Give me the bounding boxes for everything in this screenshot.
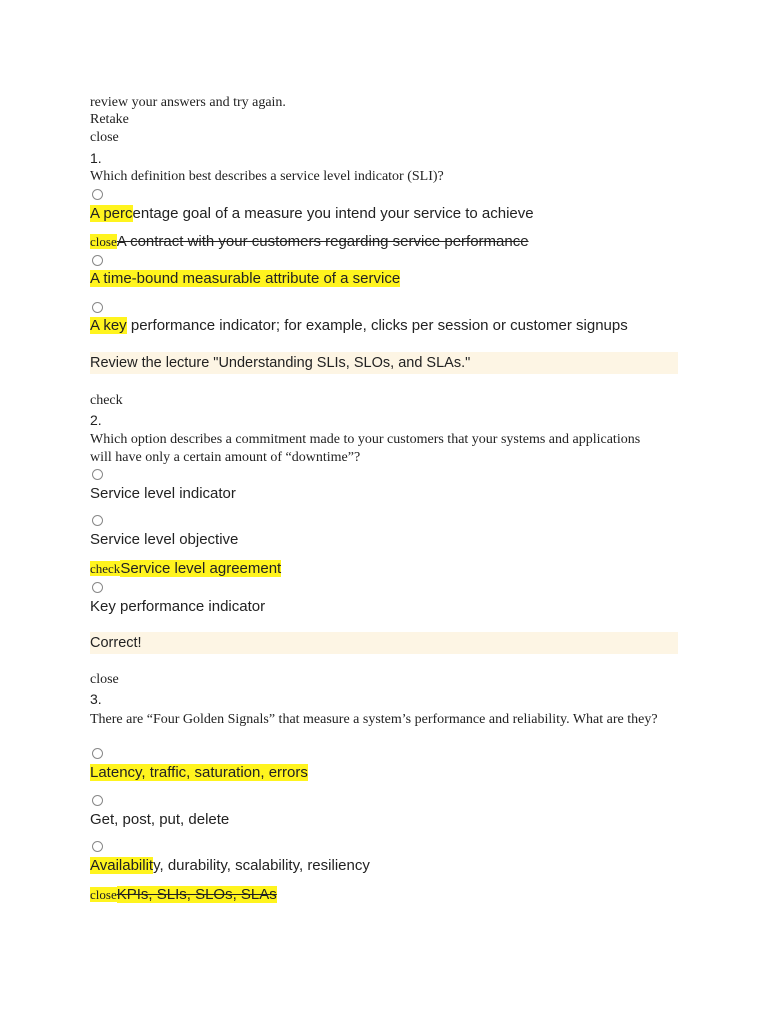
q3-option-4[interactable] — [90, 886, 277, 903]
question-1-number: 1. — [90, 150, 102, 166]
q3-option-4-label: KPIs, SLIs, SLOs, SLAs — [116, 886, 277, 903]
q1-option-2[interactable] — [90, 233, 529, 250]
q2-option-1-label: Service level indicator — [90, 485, 236, 502]
q3-option-2-radio[interactable] — [92, 795, 103, 806]
q3-option-1[interactable] — [90, 764, 308, 781]
q2-option-2-radio[interactable] — [92, 515, 103, 526]
question-2-text: Which option describes a commitment made to your customers that your systems and applications will have only a certain amount of “downtime”? — [90, 432, 641, 465]
q2-option-3[interactable] — [90, 560, 281, 577]
close-status-icon-3: close — [90, 672, 119, 687]
q3-option-3-highlight: Availabilit — [90, 857, 154, 874]
review-message: review your answers and try again. — [90, 95, 286, 110]
question-3-number: 3. — [90, 691, 102, 707]
q2-option-3-label: Service level agreement — [120, 560, 282, 577]
q2-option-4-radio[interactable] — [92, 582, 103, 593]
q1-option-1-radio[interactable] — [92, 189, 103, 200]
q1-option-4[interactable] — [90, 317, 628, 334]
q2-option-4[interactable] — [90, 598, 265, 615]
q1-option-3-label: A time-bound measurable attribute of a service — [90, 270, 401, 287]
retake-button[interactable]: Retake — [90, 112, 129, 127]
close-status-icon: close — [90, 130, 119, 145]
q1-option-3-radio[interactable] — [92, 255, 103, 266]
q3-option-3-radio[interactable] — [92, 841, 103, 852]
q1-option-4-radio[interactable] — [92, 302, 103, 313]
question-2-number: 2. — [90, 412, 102, 428]
close-icon-2: close — [90, 887, 117, 902]
question-1-text: Which definition best describes a service level indicator (SLI)? — [90, 169, 444, 184]
q3-option-2[interactable] — [90, 811, 229, 828]
q3-option-3-label: y, durability, scalability, resiliency — [153, 857, 370, 874]
q3-option-2-label: Get, post, put, delete — [90, 811, 230, 828]
q1-option-1[interactable] — [90, 205, 534, 222]
q1-option-1-highlight: A perc — [90, 205, 133, 222]
q1-option-1-label: entage goal of a measure you intend your service to achieve — [132, 205, 534, 222]
q1-option-3[interactable] — [90, 270, 400, 287]
q2-option-2[interactable] — [90, 531, 238, 548]
q3-option-3[interactable] — [90, 857, 370, 874]
q1-feedback: Review the lecture "Understanding SLIs, SLOs, and SLAs." — [90, 352, 678, 374]
q2-option-2-label: Service level objective — [90, 531, 239, 548]
q2-feedback: Correct! — [90, 632, 678, 654]
q2-option-1[interactable] — [90, 485, 236, 502]
q1-option-4-highlight: A key — [90, 317, 127, 334]
q3-option-1-radio[interactable] — [92, 748, 103, 759]
close-icon: close — [90, 234, 117, 249]
q2-option-4-label: Key performance indicator — [90, 598, 266, 615]
question-3-text: There are “Four Golden Signals” that measure a system’s performance and reliability. What are they? — [90, 712, 658, 727]
check-status-icon: check — [90, 393, 123, 408]
q1-option-4-label: performance indicator; for example, clicks per session or customer signups — [126, 317, 628, 334]
check-icon: check — [90, 561, 121, 576]
q2-option-1-radio[interactable] — [92, 469, 103, 480]
q3-option-1-label: Latency, traffic, saturation, errors — [90, 764, 308, 781]
q1-option-2-label: A contract with your customers regarding service performance — [116, 233, 529, 250]
